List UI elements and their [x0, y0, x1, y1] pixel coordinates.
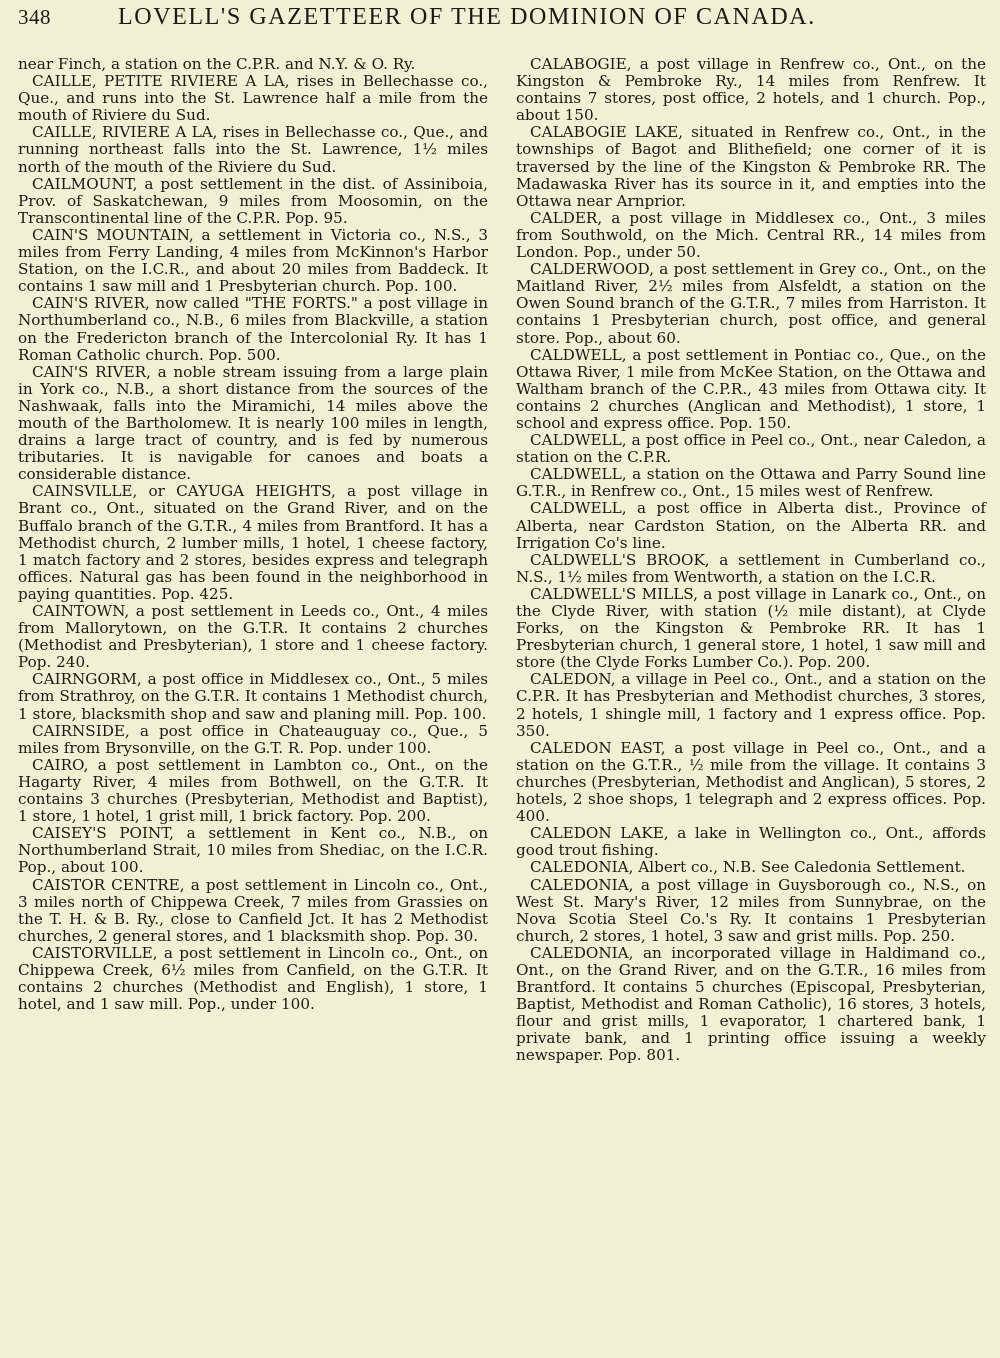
entry: CALDWELL, a post office in Alberta dist., Province of Alberta, near Cardston Station, on the Alberta RR. and Irrigation Co's line. [516, 499, 986, 552]
entry: CALEDON EAST, a post village in Peel co., Ont., and a station on the G.T.R., ½ mile from the village. It contains 3 churches (Presbyterian, Methodist and Anglican), 5 stores, 2 hotels, 2 shoe shops, 1 telegraph and 2 express offices. Pop. 400. [516, 738, 986, 826]
page-number: 348 [18, 5, 51, 29]
entry: CALDWELL, a station on the Ottawa and Parry Sound line G.T.R., in Renfrew co., Ont., 15 miles west of Renfrew. [516, 465, 986, 501]
entry: CALDERWOOD, a post settlement in Grey co., Ont., on the Maitland River, 2½ miles from Alsfeldt, a station on the Owen Sound branch of the G.T.R., 7 miles from Harriston. It contains 1 Presbyterian church, post office, and general store. Pop., about 60. [516, 260, 986, 347]
running-title: LOVELL'S GAZETTEER OF THE DOMINION OF CANADA. [118, 4, 816, 30]
entry: CALDWELL'S MILLS, a post village in Lanark co., Ont., on the Clyde River, with station (½ mile distant), at Clyde Forks, on the Kingston & Pembroke RR. It has 1 Presbyterian church, 1 general store, 1 hotel, 1 saw mill and store (the Clyde Forks Lumber Co.). Pop. 200. [516, 584, 986, 672]
entry: CALDWELL'S BROOK, a settlement in Cumberland co., N.S., 1½ miles from Wentworth, a station on the I.C.R. [516, 550, 986, 586]
entry: CAIN'S RIVER, a noble stream issuing from a large plain in York co., N.B., a short distance from the sources of the Nashwaak, falls into the Miramichi, 14 miles above the mouth of the Bartholomew. It is nearly 100 miles in length, drains a large tract of country, and is fed by numerous tributaries. It is navigable for canoes and boats a considerable distance. [18, 362, 488, 484]
entry: CAIRNSIDE, a post office in Chateauguay co., Que., 5 miles from Brysonville, on the G.T. R. Pop. under 100. [18, 721, 488, 757]
entry: CAISEY'S POINT, a settlement in Kent co., N.B., on Northumberland Strait, 10 miles from Shediac, on the I.C.R. Pop., about 100. [18, 824, 488, 877]
entry: CALEDON LAKE, a lake in Wellington co., Ont., affords good trout fishing. [516, 824, 986, 860]
entry: CALEDONIA, a post village in Guysborough co., N.S., on West St. Mary's River, 12 miles from Sunnybrae, on the Nova Scotia Steel Co.'s Ry. It contains 1 Presbyterian church, 2 stores, 1 hotel, 3 saw and grist mills. Pop. 250. [516, 875, 986, 945]
entry: CAIRNGORM, a post office in Middlesex co., Ont., 5 miles from Strathroy, on the G.T.R. It contains 1 Methodist church, 1 store, blacksmith shop and saw and planing mill. Pop. 100. [18, 670, 488, 723]
entry: CALEDON, a village in Peel co., Ont., and a station on the C.P.R. It has Presbyterian and Methodist churches, 3 stores, 2 hotels, 1 shingle mill, 1 factory and 1 express office. Pop. 350. [516, 670, 986, 740]
entry: CALDWELL, a post settlement in Pontiac co., Que., on the Ottawa River, 1 mile from McKee Station, on the Ottawa and Waltham branch of the C.P.R., 43 miles from Ottawa city. It contains 2 churches (Anglican and Methodist), 1 store, 1 school and express office. Pop. 150. [516, 345, 986, 432]
entry: CALEDONIA, Albert co., N.B. See Caledonia Settlement. [530, 858, 966, 877]
entry: CALEDONIA, an incorporated village in Haldimand co., Ont., on the Grand River, and on the G.T.R., 16 miles from Brantford. It contains 5 churches (Episcopal, Presbyterian, Baptist, Methodist and Roman Catholic), 16 stores, 3 hotels, flour and grist mills, 1 evaporator, 1 chartered bank, 1 private bank, and 1 printing office issuing a weekly newspaper. Pop. 801. [516, 943, 986, 1065]
text-columns [18, 56, 986, 1065]
entry: CALABOGIE LAKE, situated in Renfrew co., Ont., in the townships of Bagot and Blithefield; one corner of it is traversed by the line of the Kingston & Pembroke RR. The Madawaska River has its source in it, and empties into the Ottawa near Arnprior. [516, 123, 986, 210]
entry: CAISTOR CENTRE, a post settlement in Lincoln co., Ont., 3 miles north of Chippewa Creek, 7 miles from Grassies on the T. H. & B. Ry., close to Canfield Jct. It has 2 Methodist churches, 2 general stores, and 1 blacksmith shop. Pop. 30. [18, 875, 488, 945]
entry: near Finch, a station on the C.P.R. and N.Y. & O. Ry. [18, 55, 416, 73]
entry: CALABOGIE, a post village in Renfrew co., Ont., on the Kingston & Pembroke Ry., 14 miles from Renfrew. It contains 7 stores, post office, 2 hotels, and 1 church. Pop., about 150. [516, 55, 986, 125]
page-header [18, 4, 986, 50]
entry: CAINTOWN, a post settlement in Leeds co., Ont., 4 miles from Mallorytown, on the G.T.R. It contains 2 churches (Methodist and Presbyterian), 1 store and 1 cheese factory. Pop. 240. [18, 602, 488, 672]
entry: CAIRO, a post settlement in Lambton co., Ont., on the Hagarty River, 4 miles from Bothwell, on the G.T.R. It contains 3 churches (Presbyterian, Methodist and Baptist), 1 store, 1 hotel, 1 grist mill, 1 brick factory. Pop. 200. [18, 755, 488, 826]
entry: CAIN'S MOUNTAIN, a settlement in Victoria co., N.S., 3 miles from Ferry Landing, 4 miles from McKinnon's Harbor Station, on the I.C.R., and about 20 miles from Baddeck. It contains 1 saw mill and 1 Presbyterian church. Pop. 100. [18, 225, 488, 296]
entry: CAILMOUNT, a post settlement in the dist. of Assiniboia, Prov. of Saskatchewan, 9 miles from Moosomin, on the Transcontinental line of the C.P.R. Pop. 95. [18, 174, 488, 227]
entry: CAILLE, PETITE RIVIERE A LA, rises in Bellechasse co., Que., and runs into the St. Lawrence half a mile from the mouth of Riviere du Sud. [18, 72, 488, 125]
entry: CALDER, a post village in Middlesex co., Ont., 3 miles from Southwold, on the Mich. Central RR., 14 miles from London. Pop., under 50. [516, 208, 986, 262]
entry: CALDWELL, a post office in Peel co., Ont., near Caledon, a station on the C.P.R. [516, 431, 986, 467]
entry: CAINSVILLE, or CAYUGA HEIGHTS, a post village in Brant co., Ont., situated on the Grand River, and on the Buffalo branch of the G.T.R., 4 miles from Brantford. It has a Methodist church, 2 lumber mills, 1 hotel, 1 cheese factory, 1 match factory and 2 stores, besides express and telegraph offices. Natural gas has been found in the neighborhood in paying quantities. Pop. 425. [18, 482, 488, 603]
left-column [18, 56, 488, 1065]
right-column [516, 56, 986, 1065]
entry: CAIN'S RIVER, now called "THE FORTS." a post village in Northumberland co., N.B., 6 miles from Blackville, a station on the Fredericton branch of the Intercolonial Ry. It has 1 Roman Catholic church. Pop. 500. [18, 294, 488, 364]
entry: CAISTORVILLE, a post settlement in Lincoln co., Ont., on Chippewa Creek, 6½ miles from Canfield, on the G.T.R. It contains 2 churches (Methodist and English), 1 store, 1 hotel, and 1 saw mill. Pop., under 100. [18, 943, 488, 1014]
entry: CAILLE, RIVIERE A LA, rises in Bellechasse co., Que., and running northeast falls into the St. Lawrence, 1½ miles north of the mouth of the Riviere du Sud. [18, 123, 488, 176]
